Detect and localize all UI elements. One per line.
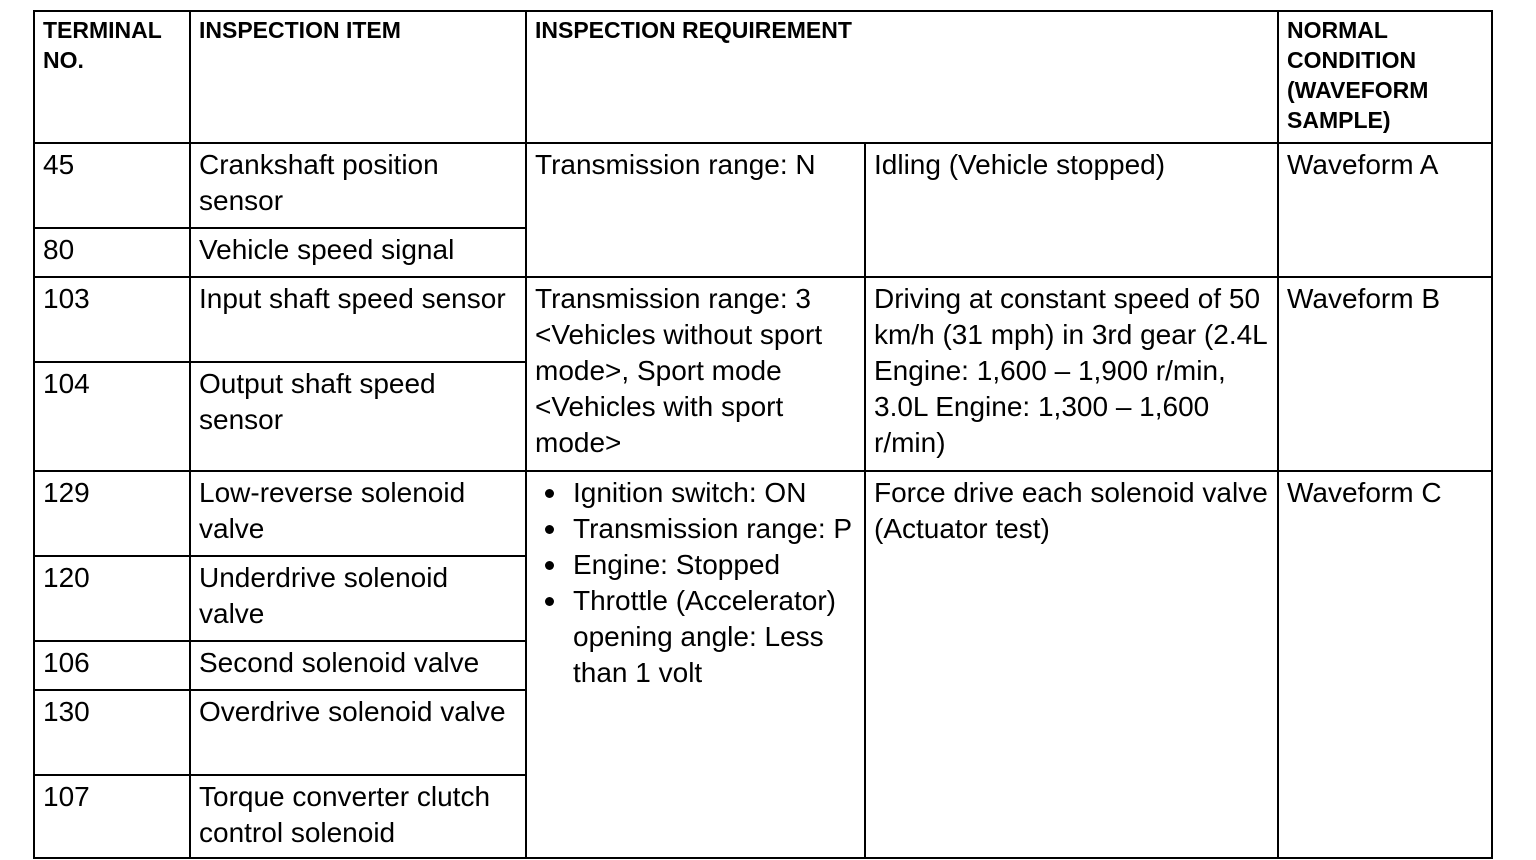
- header-row: [34, 11, 1492, 143]
- condition-cell: Driving at constant speed of 50 km/h (31 mph) in 3rd gear (2.4L Engine: 1,600 – 1,900 r/min, 3.0L Engine: 1,300 – 1,600 r/min): [865, 277, 1278, 471]
- waveform-cell: Waveform C: [1278, 471, 1492, 858]
- terminal-cell: 45: [34, 143, 190, 228]
- waveform-cell: Waveform B: [1278, 277, 1492, 471]
- bullet-item: Transmission range: P: [573, 511, 856, 547]
- terminal-cell: 107: [34, 775, 190, 858]
- waveform-cell: Waveform A: [1278, 143, 1492, 277]
- bullet-item: Throttle (Accelerator) opening angle: Less than 1 volt: [573, 583, 856, 691]
- item-cell: Second solenoid valve: [190, 641, 526, 690]
- table-row: [34, 471, 1492, 556]
- table-row: [34, 143, 1492, 228]
- item-cell: Underdrive solenoid valve: [190, 556, 526, 641]
- terminal-cell: 130: [34, 690, 190, 775]
- item-cell: Low-reverse solenoid valve: [190, 471, 526, 556]
- inspection-table: [33, 10, 1493, 859]
- terminal-cell: 120: [34, 556, 190, 641]
- table-row: [34, 277, 1492, 362]
- item-cell: Overdrive solenoid valve: [190, 690, 526, 775]
- requirement-bullet-list: [535, 475, 856, 691]
- item-cell: Vehicle speed signal: [190, 228, 526, 277]
- terminal-cell: 80: [34, 228, 190, 277]
- terminal-cell: 103: [34, 277, 190, 362]
- condition-cell: Idling (Vehicle stopped): [865, 143, 1278, 277]
- item-cell: Input shaft speed sensor: [190, 277, 526, 362]
- header-normal-condition: NORMAL CONDITION (WAVEFORM SAMPLE): [1278, 11, 1492, 143]
- item-cell: Crankshaft position sensor: [190, 143, 526, 228]
- requirement-cell: [526, 471, 865, 858]
- condition-cell: Force drive each solenoid valve (Actuator test): [865, 471, 1278, 858]
- header-inspection-requirement: INSPECTION REQUIREMENT: [526, 11, 1278, 143]
- header-inspection-item: INSPECTION ITEM: [190, 11, 526, 143]
- bullet-item: Engine: Stopped: [573, 547, 856, 583]
- header-terminal-no: TERMINAL NO.: [34, 11, 190, 143]
- terminal-cell: 106: [34, 641, 190, 690]
- bullet-item: Ignition switch: ON: [573, 475, 856, 511]
- item-cell: Torque converter clutch control solenoid: [190, 775, 526, 858]
- requirement-cell: Transmission range: N: [526, 143, 865, 277]
- item-cell: Output shaft speed sensor: [190, 362, 526, 471]
- terminal-cell: 104: [34, 362, 190, 471]
- requirement-cell: Transmission range: 3 <Vehicles without sport mode>, Sport mode <Vehicles with sport mode>: [526, 277, 865, 471]
- terminal-cell: 129: [34, 471, 190, 556]
